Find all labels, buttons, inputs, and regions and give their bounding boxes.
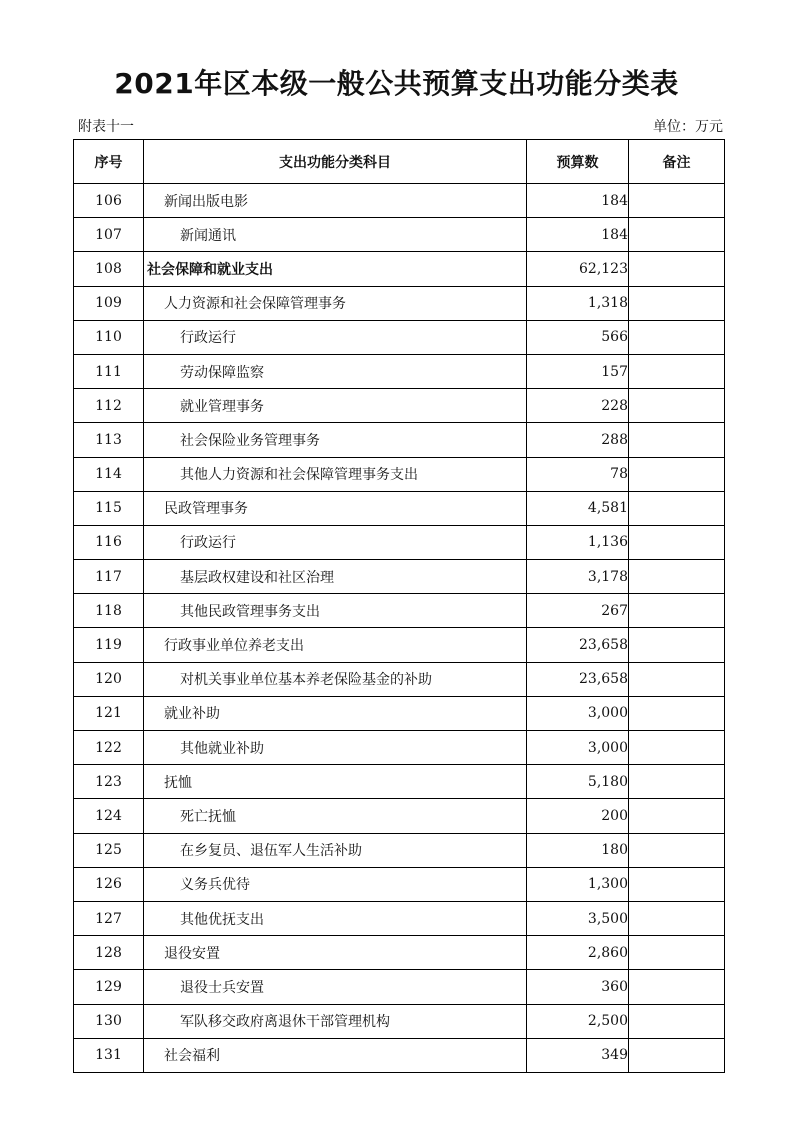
column-header-amount: 预算数: [527, 140, 629, 184]
table-row: [74, 389, 725, 423]
row-amount: 5,180: [527, 765, 629, 799]
row-note: [629, 662, 725, 696]
row-category-name: 新闻通讯: [144, 218, 527, 252]
row-amount: 1,136: [527, 525, 629, 559]
row-note: [629, 594, 725, 628]
row-note: [629, 696, 725, 730]
row-number: 118: [74, 594, 144, 628]
row-category-name: 军队移交政府离退休干部管理机构: [144, 1004, 527, 1038]
row-amount: 1,318: [527, 286, 629, 320]
row-note: [629, 389, 725, 423]
table-row: [74, 1038, 725, 1072]
row-amount: 23,658: [527, 628, 629, 662]
row-number: 121: [74, 696, 144, 730]
row-number: 129: [74, 970, 144, 1004]
budget-table: [73, 139, 725, 1073]
table-row: [74, 491, 725, 525]
row-note: [629, 936, 725, 970]
row-number: 131: [74, 1038, 144, 1072]
row-number: 117: [74, 560, 144, 594]
row-number: 111: [74, 354, 144, 388]
row-category-name: 其他人力资源和社会保障管理事务支出: [144, 457, 527, 491]
table-row: [74, 423, 725, 457]
row-category-name: 退役安置: [144, 936, 527, 970]
table-row: [74, 970, 725, 1004]
row-category-name: 就业补助: [144, 696, 527, 730]
row-category-name: 社会福利: [144, 1038, 527, 1072]
row-note: [629, 423, 725, 457]
table-row: [74, 594, 725, 628]
row-number: 119: [74, 628, 144, 662]
row-note: [629, 457, 725, 491]
header-row: [74, 140, 725, 184]
table-row: [74, 901, 725, 935]
page-title: 2021年区本级一般公共预算支出功能分类表: [114, 67, 679, 100]
row-number: 115: [74, 491, 144, 525]
row-category-name: 其他优抚支出: [144, 901, 527, 935]
row-amount: 3,000: [527, 731, 629, 765]
attachment-label: 附表十一: [78, 119, 134, 135]
row-category-name: 人力资源和社会保障管理事务: [144, 286, 527, 320]
table-row: [74, 560, 725, 594]
table-row: [74, 731, 725, 765]
column-header-note: 备注: [629, 140, 725, 184]
row-note: [629, 765, 725, 799]
row-category-name: 基层政权建设和社区治理: [144, 560, 527, 594]
row-category-name: 劳动保障监察: [144, 354, 527, 388]
table-header: [74, 140, 725, 184]
row-amount: 2,860: [527, 936, 629, 970]
row-category-name: 其他就业补助: [144, 731, 527, 765]
row-number: 106: [74, 184, 144, 218]
row-number: 127: [74, 901, 144, 935]
row-number: 123: [74, 765, 144, 799]
row-note: [629, 970, 725, 1004]
row-note: [629, 799, 725, 833]
table-row: [74, 696, 725, 730]
row-number: 116: [74, 525, 144, 559]
row-number: 130: [74, 1004, 144, 1038]
row-category-name: 行政运行: [144, 320, 527, 354]
row-note: [629, 184, 725, 218]
row-amount: 288: [527, 423, 629, 457]
table-row: [74, 628, 725, 662]
row-category-name: 对机关事业单位基本养老保险基金的补助: [144, 662, 527, 696]
row-note: [629, 901, 725, 935]
row-amount: 23,658: [527, 662, 629, 696]
table-row: [74, 1004, 725, 1038]
row-number: 122: [74, 731, 144, 765]
row-category-name: 社会保障和就业支出: [144, 252, 527, 286]
row-note: [629, 1004, 725, 1038]
row-category-name: 就业管理事务: [144, 389, 527, 423]
row-number: 125: [74, 833, 144, 867]
row-amount: 62,123: [527, 252, 629, 286]
table-row: [74, 354, 725, 388]
row-category-name: 退役士兵安置: [144, 970, 527, 1004]
row-amount: 1,300: [527, 867, 629, 901]
table-row: [74, 252, 725, 286]
table-row: [74, 867, 725, 901]
row-category-name: 抚恤: [144, 765, 527, 799]
row-category-name: 民政管理事务: [144, 491, 527, 525]
row-amount: 3,178: [527, 560, 629, 594]
row-number: 114: [74, 457, 144, 491]
row-note: [629, 491, 725, 525]
row-amount: 267: [527, 594, 629, 628]
table-row: [74, 936, 725, 970]
row-amount: 184: [527, 218, 629, 252]
row-amount: 184: [527, 184, 629, 218]
unit-label: 单位：万元: [653, 119, 723, 135]
row-category-name: 行政运行: [144, 525, 527, 559]
row-number: 124: [74, 799, 144, 833]
row-amount: 360: [527, 970, 629, 1004]
row-note: [629, 628, 725, 662]
row-amount: 157: [527, 354, 629, 388]
row-amount: 566: [527, 320, 629, 354]
row-note: [629, 286, 725, 320]
table-body: [74, 184, 725, 1073]
row-note: [629, 833, 725, 867]
row-note: [629, 867, 725, 901]
row-number: 112: [74, 389, 144, 423]
table-row: [74, 218, 725, 252]
row-category-name: 在乡复员、退伍军人生活补助: [144, 833, 527, 867]
row-note: [629, 560, 725, 594]
table-row: [74, 765, 725, 799]
row-number: 110: [74, 320, 144, 354]
row-category-name: 义务兵优待: [144, 867, 527, 901]
row-note: [629, 320, 725, 354]
row-number: 109: [74, 286, 144, 320]
table-row: [74, 525, 725, 559]
row-category-name: 死亡抚恤: [144, 799, 527, 833]
row-note: [629, 731, 725, 765]
table-row: [74, 833, 725, 867]
row-category-name: 行政事业单位养老支出: [144, 628, 527, 662]
table-row: [74, 286, 725, 320]
row-number: 107: [74, 218, 144, 252]
table-row: [74, 799, 725, 833]
row-category-name: 新闻出版电影: [144, 184, 527, 218]
row-category-name: 社会保险业务管理事务: [144, 423, 527, 457]
table-row: [74, 457, 725, 491]
row-note: [629, 354, 725, 388]
row-amount: 180: [527, 833, 629, 867]
row-number: 120: [74, 662, 144, 696]
row-note: [629, 1038, 725, 1072]
row-number: 108: [74, 252, 144, 286]
row-amount: 4,581: [527, 491, 629, 525]
row-number: 113: [74, 423, 144, 457]
row-note: [629, 252, 725, 286]
row-number: 126: [74, 867, 144, 901]
column-header-no: 序号: [74, 140, 144, 184]
table-row: [74, 184, 725, 218]
row-amount: 228: [527, 389, 629, 423]
row-amount: 3,500: [527, 901, 629, 935]
row-amount: 2,500: [527, 1004, 629, 1038]
row-amount: 200: [527, 799, 629, 833]
column-header-name: 支出功能分类科目: [144, 140, 527, 184]
row-amount: 3,000: [527, 696, 629, 730]
row-note: [629, 218, 725, 252]
table-row: [74, 320, 725, 354]
row-number: 128: [74, 936, 144, 970]
row-amount: 78: [527, 457, 629, 491]
row-amount: 349: [527, 1038, 629, 1072]
row-category-name: 其他民政管理事务支出: [144, 594, 527, 628]
table-row: [74, 662, 725, 696]
row-note: [629, 525, 725, 559]
